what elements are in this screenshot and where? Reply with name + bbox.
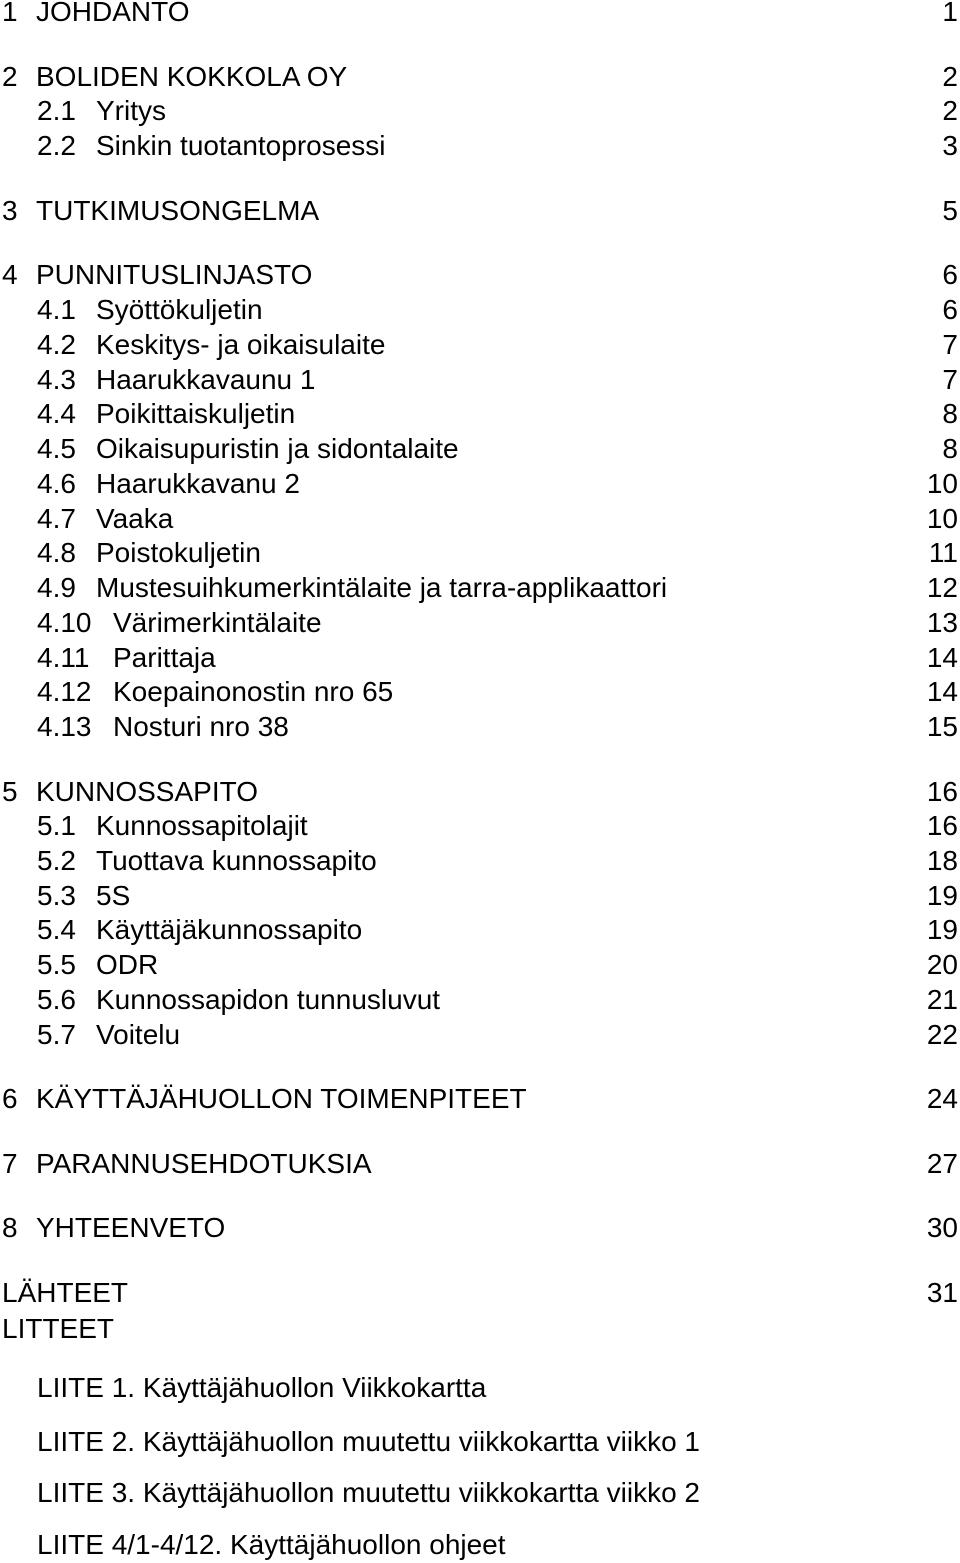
toc-page-number: 24: [926, 1083, 958, 1114]
toc-title: Nosturi nro 38: [113, 711, 289, 742]
toc-number: 5.6: [37, 984, 76, 1015]
toc-title: YHTEENVETO: [36, 1212, 226, 1243]
toc-entry-appendices[interactable]: [0, 1311, 960, 1347]
toc-title: LITTEET: [2, 1313, 115, 1344]
toc-number: 4.13: [37, 711, 92, 742]
toc-title: Oikaisupuristin ja sidontalaite: [96, 433, 459, 464]
toc-entry-section-5-4[interactable]: [0, 912, 960, 948]
toc-title: Yritys: [96, 95, 166, 126]
toc-entry-chapter-3[interactable]: [0, 193, 960, 229]
appendix-item-4[interactable]: [0, 1527, 960, 1563]
toc-number: 2.2: [37, 130, 76, 161]
toc-number: 4.9: [37, 572, 76, 603]
toc-page-number: 18: [926, 845, 958, 876]
toc-title: Mustesuihkumerkintälaite ja tarra-applikaattori: [96, 572, 668, 603]
toc-title: Syöttökuljetin: [96, 294, 263, 325]
toc-entry-section-4-2[interactable]: [0, 327, 960, 363]
toc-number: 5.7: [37, 1019, 76, 1050]
appendix-title: LIITE 4/1-4/12. Käyttäjähuollon ohjeet: [37, 1529, 506, 1560]
toc-number: 5.3: [37, 880, 76, 911]
toc-number: 5.5: [37, 949, 76, 980]
toc-title: Haarukkavaunu 1: [96, 364, 316, 395]
toc-title: Värimerkintälaite: [113, 607, 322, 638]
toc-entry-chapter-1[interactable]: [0, 0, 960, 30]
toc-entry-chapter-7[interactable]: [0, 1146, 960, 1182]
toc-title: Voitelu: [96, 1019, 181, 1050]
toc-title: Sinkin tuotantoprosessi: [96, 130, 386, 161]
toc-page-number: 13: [926, 607, 958, 638]
toc-number: 5.1: [37, 810, 76, 841]
toc-page-number: 10: [926, 468, 958, 499]
toc-title: Parittaja: [113, 642, 216, 673]
toc-page-number: 20: [926, 949, 958, 980]
toc-page-number: 7: [942, 364, 958, 395]
toc-title: ODR: [96, 949, 159, 980]
toc-entry-section-5-7[interactable]: [0, 1017, 960, 1053]
toc-title: TUTKIMUSONGELMA: [36, 195, 320, 226]
toc-number: 8: [2, 1212, 18, 1243]
toc-page-number: 19: [926, 880, 958, 911]
toc-title: Koepainonostin nro 65: [113, 676, 394, 707]
toc-entry-section-4-5[interactable]: [0, 431, 960, 467]
toc-title: PUNNITUSLINJASTO: [36, 259, 313, 290]
toc-entry-section-4-9[interactable]: [0, 570, 960, 606]
toc-title: Kunnossapidon tunnusluvut: [96, 984, 441, 1015]
toc-number: 1: [2, 0, 18, 27]
toc-number: 2.1: [37, 95, 76, 126]
toc-entry-section-4-8[interactable]: [0, 535, 960, 571]
toc-number: 4.1: [37, 294, 76, 325]
toc-entry-chapter-2[interactable]: [0, 59, 960, 95]
appendix-title: LIITE 2. Käyttäjähuollon muutettu viikkokartta viikko 1: [37, 1426, 700, 1457]
toc-number: 4.6: [37, 468, 76, 499]
toc-entry-section-5-6[interactable]: [0, 982, 960, 1018]
toc-page-number: 19: [926, 914, 958, 945]
toc-page-number: 14: [926, 676, 958, 707]
toc-page-number: 22: [926, 1019, 958, 1050]
toc-page-number: 16: [926, 776, 958, 807]
toc-number: 5: [2, 776, 18, 807]
appendix-item-2[interactable]: [0, 1424, 960, 1460]
toc-number: 6: [2, 1083, 18, 1114]
toc-entry-section-5-1[interactable]: [0, 808, 960, 844]
toc-entry-chapter-4[interactable]: [0, 257, 960, 293]
appendix-title: LIITE 3. Käyttäjähuollon muutettu viikkokartta viikko 2: [37, 1477, 700, 1508]
appendix-item-1[interactable]: [0, 1370, 960, 1406]
toc-page-number: 1: [942, 0, 958, 27]
toc-page-number: 12: [926, 572, 958, 603]
toc-page-number: 14: [926, 642, 958, 673]
toc-page-number: 6: [942, 294, 958, 325]
toc-entry-references[interactable]: [0, 1275, 960, 1311]
toc-page-number: 2: [942, 95, 958, 126]
toc-title: Vaaka: [96, 503, 174, 534]
toc-entry-section-4-3[interactable]: [0, 362, 960, 398]
toc-page-number: 30: [926, 1212, 958, 1243]
toc-page-number: 27: [926, 1148, 958, 1179]
toc-title: JOHDANTO: [36, 0, 190, 27]
toc-page-number: 6: [942, 259, 958, 290]
toc-page-number: 21: [926, 984, 958, 1015]
toc-number: 4.8: [37, 537, 76, 568]
toc-entry-section-2-2[interactable]: [0, 128, 960, 164]
toc-entry-section-5-2[interactable]: [0, 843, 960, 879]
toc-entry-section-4-1[interactable]: [0, 292, 960, 328]
toc-number: 4.10: [37, 607, 92, 638]
toc-page-number: 16: [926, 810, 958, 841]
toc-entry-section-4-6[interactable]: [0, 466, 960, 502]
appendix-title: LIITE 1. Käyttäjähuollon Viikkokartta: [37, 1372, 487, 1403]
toc-page-number: 10: [926, 503, 958, 534]
toc-entry-chapter-6[interactable]: [0, 1081, 960, 1117]
toc-page-number: 2: [942, 61, 958, 92]
toc-title: Käyttäjäkunnossapito: [96, 914, 363, 945]
toc-entry-section-5-5[interactable]: [0, 947, 960, 983]
toc-number: 4.11: [37, 642, 90, 673]
appendix-item-3[interactable]: [0, 1475, 960, 1511]
toc-title: LÄHTEET: [2, 1277, 129, 1308]
toc-page-number: 15: [926, 711, 958, 742]
toc-title: BOLIDEN KOKKOLA OY: [36, 61, 348, 92]
toc-title: 5S: [96, 880, 131, 911]
toc-number: 3: [2, 195, 18, 226]
toc-title: Kunnossapitolajit: [96, 810, 308, 841]
toc-entry-section-5-3[interactable]: [0, 878, 960, 914]
toc-number: 4.4: [37, 398, 76, 429]
toc-number: 7: [2, 1148, 18, 1179]
toc-entry-section-4-7[interactable]: [0, 501, 960, 537]
toc-page-number: 31: [926, 1277, 958, 1308]
toc-entry-chapter-8[interactable]: [0, 1210, 960, 1246]
toc-number: 4: [2, 259, 18, 290]
toc-number: 4.12: [37, 676, 92, 707]
toc-title: PARANNUSEHDOTUKSIA: [36, 1148, 372, 1179]
toc-entry-section-2-1[interactable]: [0, 93, 960, 129]
toc-title: Tuottava kunnossapito: [96, 845, 377, 876]
toc-entry-section-4-12[interactable]: [0, 674, 960, 710]
toc-entry-section-4-13[interactable]: [0, 709, 960, 745]
toc-number: 5.4: [37, 914, 76, 945]
toc-number: 4.7: [37, 503, 76, 534]
toc-number: 4.5: [37, 433, 76, 464]
toc-number: 4.2: [37, 329, 76, 360]
toc-number: 4.3: [37, 364, 76, 395]
toc-title: KUNNOSSAPITO: [36, 776, 258, 807]
toc-entry-section-4-11[interactable]: [0, 640, 960, 676]
toc-title: KÄYTTÄJÄHUOLLON TOIMENPITEET: [36, 1083, 527, 1114]
toc-page-number: 11: [928, 537, 958, 568]
toc-number: 2: [2, 61, 18, 92]
toc-page-number: 3: [942, 130, 958, 161]
toc-page-number: 8: [942, 433, 958, 464]
toc-title: Keskitys- ja oikaisulaite: [96, 329, 386, 360]
toc-entry-section-4-4[interactable]: [0, 396, 960, 432]
toc-title: Poistokuljetin: [96, 537, 261, 568]
toc-title: Poikittaiskuljetin: [96, 398, 296, 429]
toc-page-number: 8: [942, 398, 958, 429]
toc-number: 5.2: [37, 845, 76, 876]
toc-entry-section-4-10[interactable]: [0, 605, 960, 641]
toc-entry-chapter-5[interactable]: [0, 774, 960, 810]
toc-page-number: 5: [942, 195, 958, 226]
toc-page-number: 7: [942, 329, 958, 360]
toc-title: Haarukkavanu 2: [96, 468, 300, 499]
